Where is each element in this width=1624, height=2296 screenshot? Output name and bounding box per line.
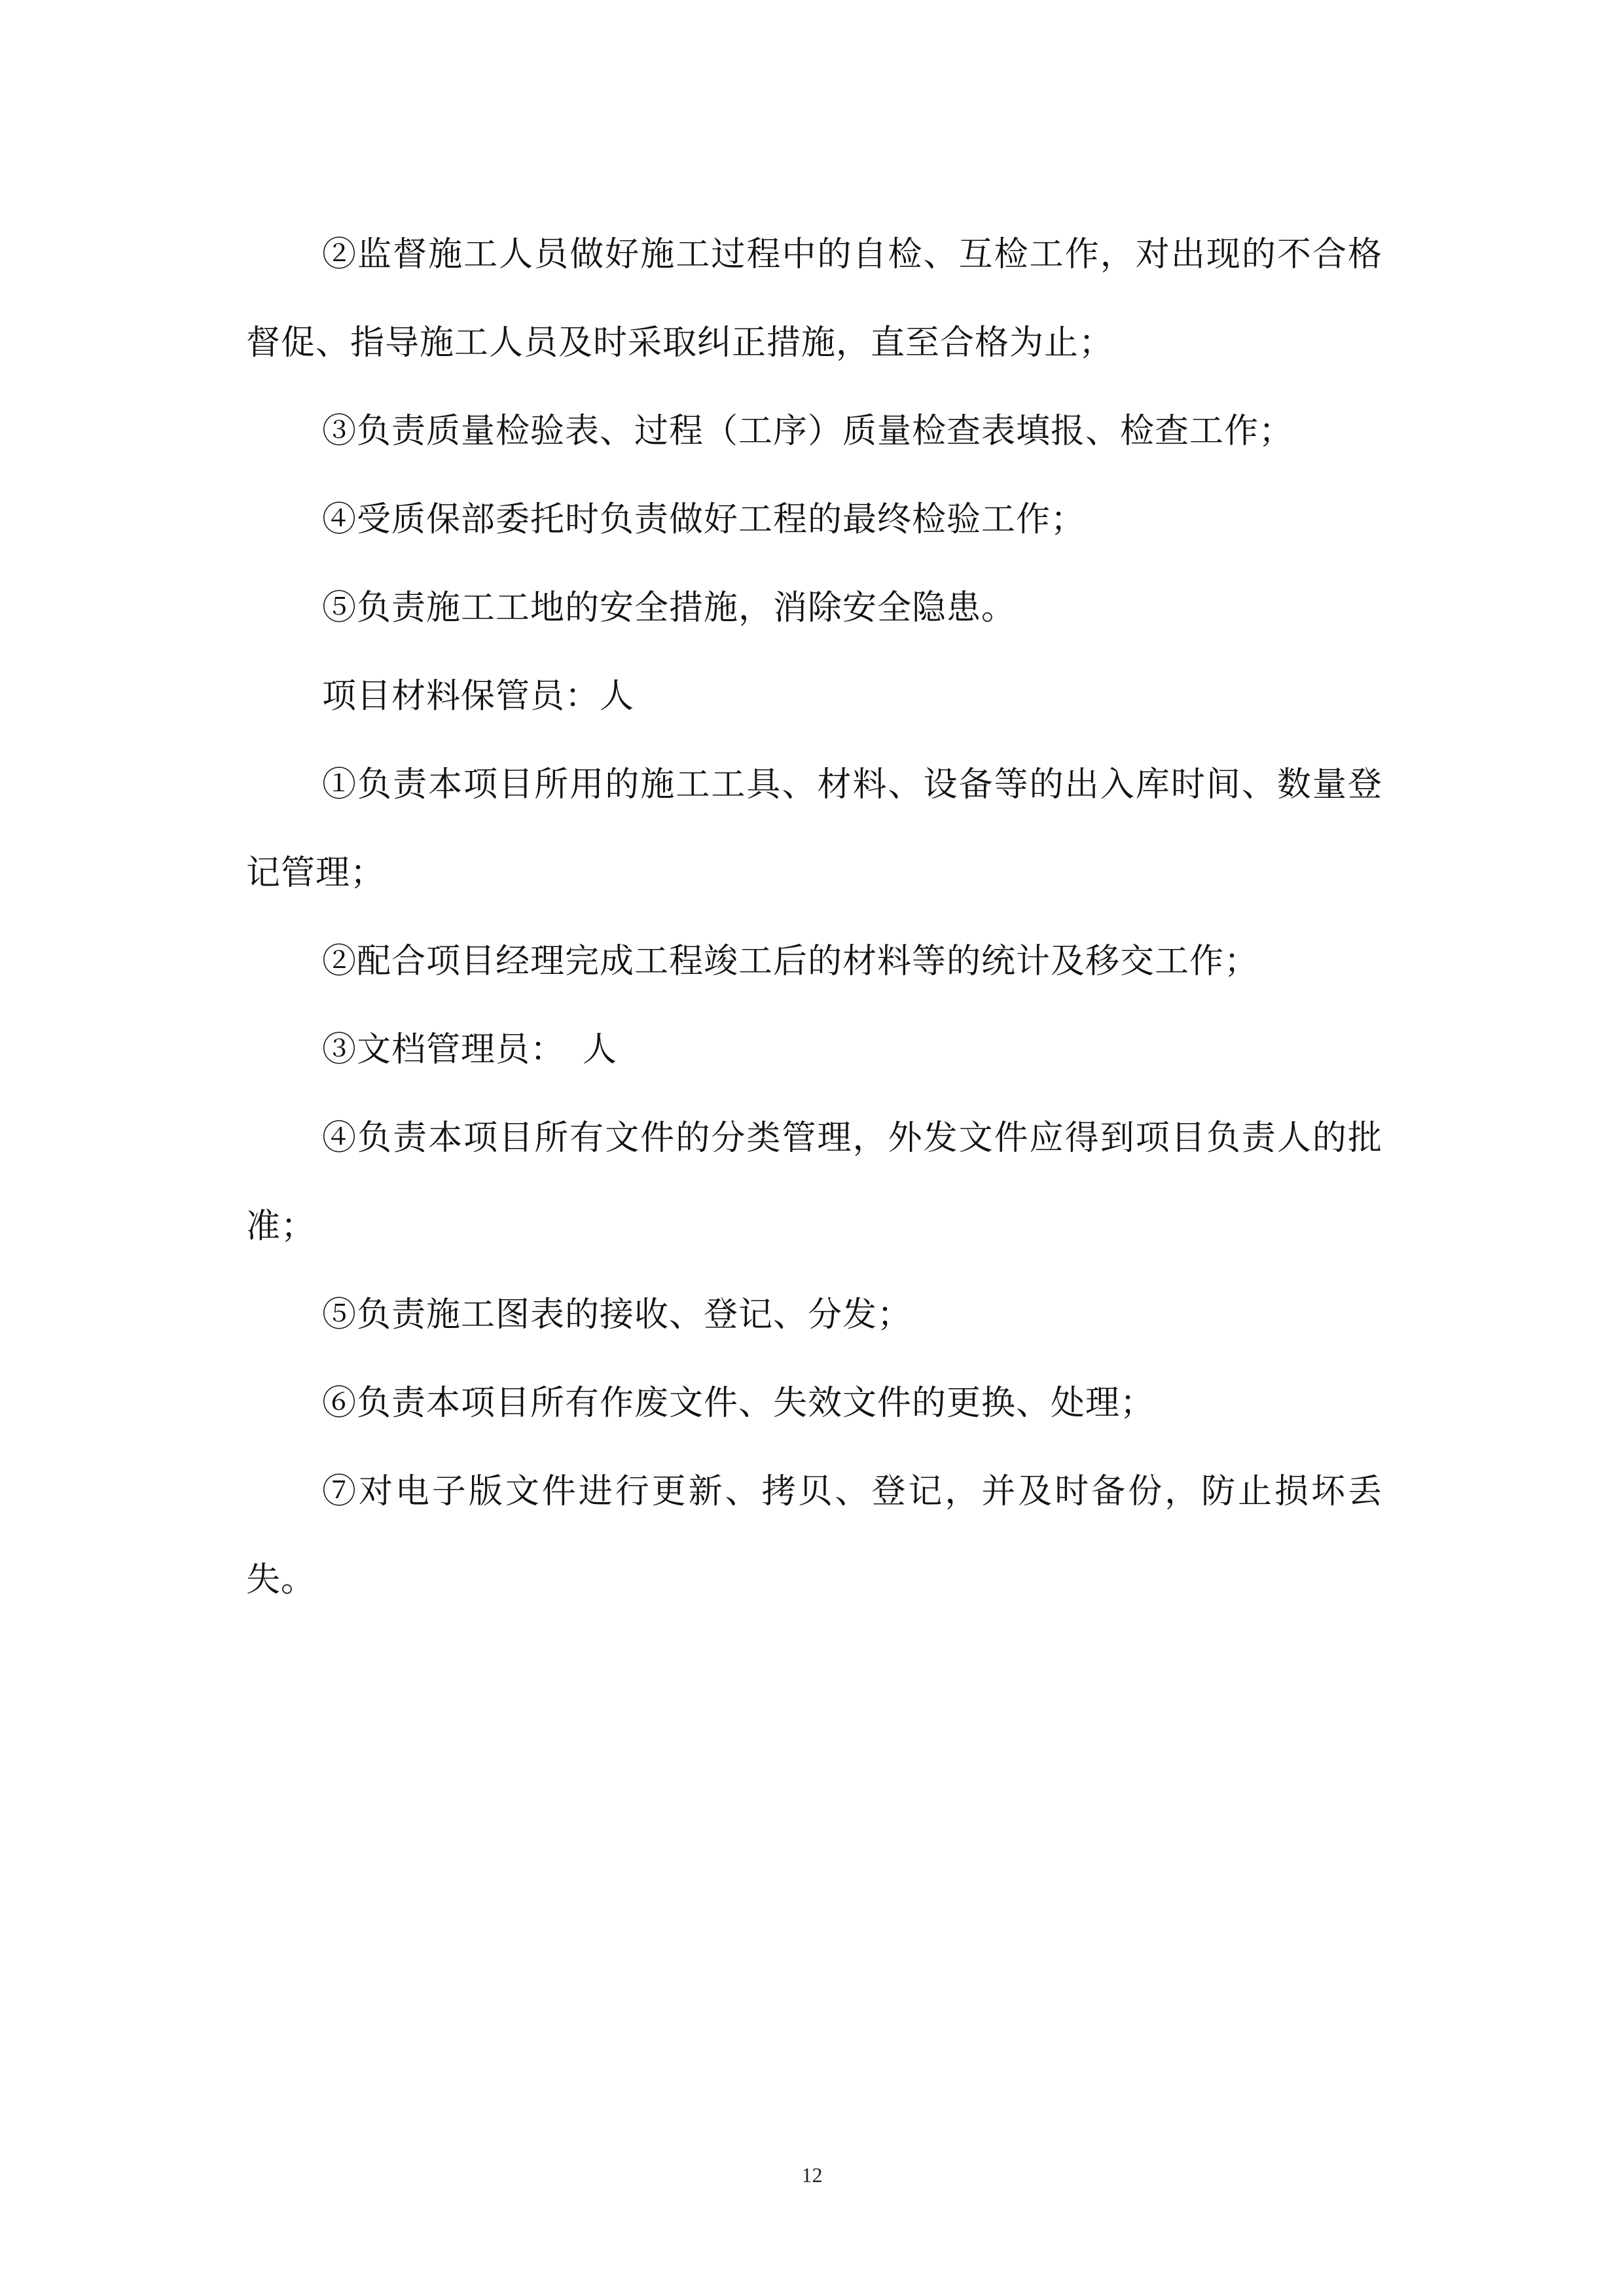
paragraph-7: ②配合项目经理完成工程竣工后的材料等的统计及移交工作； — [322, 942, 1259, 981]
page-body — [246, 211, 1382, 1624]
page-number: 12 — [801, 2163, 823, 2187]
paragraph-11: ⑥负责本项目所有作废文件、失效文件的更换、处理； — [322, 1384, 1155, 1423]
paragraph-8: ③文档管理员： 人 — [322, 1030, 618, 1069]
paragraph-1: ②监督施工人员做好施工过程中的自检、互检工作，对出现的不合格督促、指导施工人员及时采取纠正措施，直至合格为止； — [246, 235, 1382, 363]
paragraph-6: ①负责本项目所用的施工工具、材料、设备等的出入库时间、数量登记管理； — [246, 765, 1382, 893]
paragraph-4: ⑤负责施工工地的安全措施，消除安全隐患。 — [322, 588, 1017, 628]
paragraph-5: 项目材料保管员：人 — [322, 677, 635, 716]
paragraph-10: ⑤负责施工图表的接收、登记、分发； — [322, 1295, 912, 1335]
paragraph-2: ③负责质量检验表、过程（工序）质量检查表填报、检查工作； — [322, 412, 1294, 451]
paragraph-3: ④受质保部委托时负责做好工程的最终检验工作； — [322, 500, 1086, 539]
paragraph-12: ⑦对电子版文件进行更新、拷贝、登记，并及时备份，防止损坏丢失。 — [246, 1472, 1382, 1600]
paragraph-9: ④负责本项目所有文件的分类管理，外发文件应得到项目负责人的批准； — [246, 1119, 1382, 1246]
